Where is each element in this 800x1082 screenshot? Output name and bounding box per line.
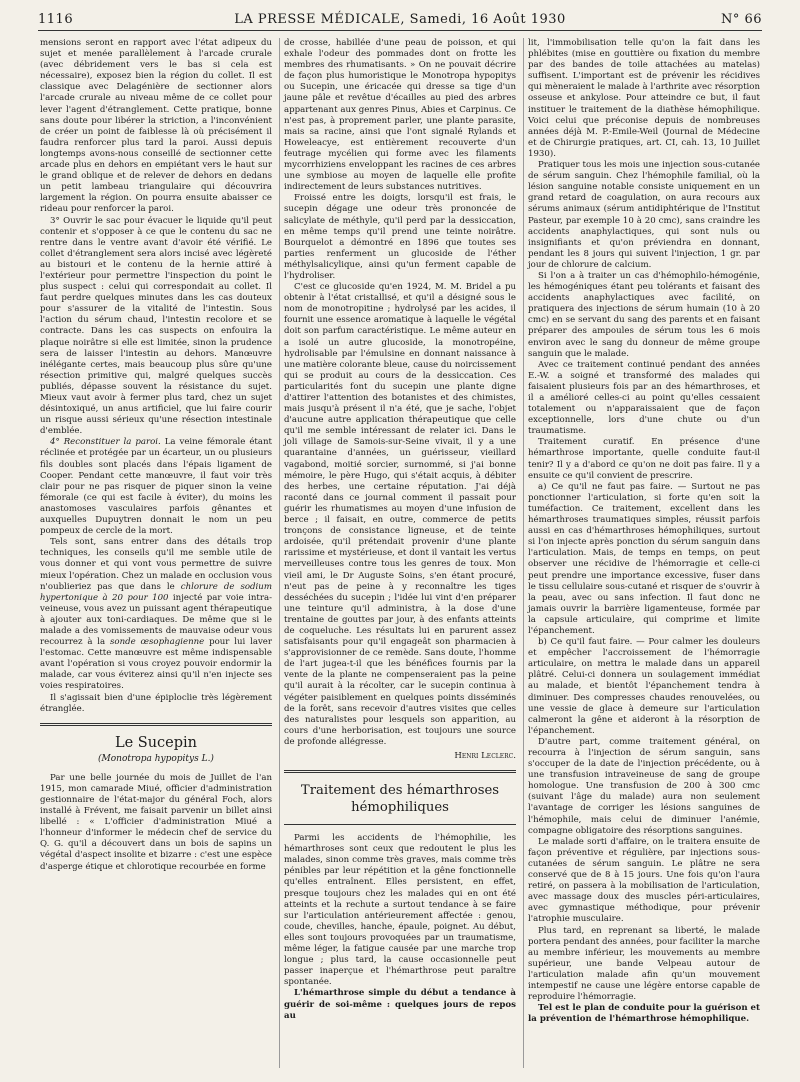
paragraph: C'est ce glucoside qu'en 1924, M. M. Bridel a pu obtenir à l'état cristallisé, et qu'il a désigné sous le nom de monotropitine ; hydrolysé par les acides, il fournit une essence aromatique à laquelle le végétal doit son parfum caractéristique. Le même auteur en a isolé un autre glucoside, la monotropéine, hydrolisable par l'émulsine en donnant naissance à une matière colorante bleue, cause du noircissement qui se produit au cours de la dessiccation. Ces particularités font du sucepin une plante digne d'attirer l'attention des botanistes et des chimistes, mais jusqu'à présent il n'a été, que je sache, l'objet d'aucune autre application thérapeutique que celle qu'il me semble intéressant de relater ici. Dans le joli village de Samois-sur-Seine vivait, il y a une quarantaine d'années, un guérisseur, vieillard vagabond, moitié sorcier, surnommé, si j'ai bonne mémoire, le père Hugo, qui s'était acquis, à débiter des herbes, une certaine réputation. J'ai déjà raconté dans ce journal comment il passait pour guérir les rhumatismes au moyen d'une infusion de berce ; il faisait, en outre, commerce de petits tronçons de consistance ligneuse, et de teinte ardoisée, qu'il prétendait provenir d'une plante rarissime et mystérieuse, et dont il vantait les vertus merveilleuses contre tous les genres de toux. Mon vieil ami, le Dr Auguste Soins, s'en étant procuré, n'eut pas de peine à y reconnaître les tiges desséchées du sucepin ; l'idée lui vint d'en préparer une teinture qu'il administra, à la dose d'une trentaine de gouttes par jour, à des enfants atteints de coqueluche. Les résultats lui en parurent assez satisfaisants pour qu'il engageât son pharmacien à s'approvisionner de ce remède. Sans doute, l'homme de l'art jugea-t-il que les bénéfices fournis par la vente de la plante ne compenseraient pas la peine qu'il aurait à la récolter, car le sucepin continua à végéter paisiblement en quelques points disséminés de la forêt, sans recevoir d'autres visites que celles des naturalistes pour lesquels son apparition, au cours d'une herborisation, est toujours une source de profonde allégresse. (284, 282, 516, 747)
paragraph-text: Tels sont, sans entrer dans des détails trop techniques, les conseils qu'il me semble utile de vous donner et qui vont vous permettre de suivre mieux l'opération. Chez un malade en occlusion vous n'oublieriez pas que dans le (40, 537, 272, 592)
paragraph: de crosse, habillée d'une peau de poisson, et qui exhale l'odeur des pommades dont on frotte les membres des rhumatisants. » On ne pouvait décrire de façon plus humoristique le Monotropa hypopitys ou Sucepin, une éricacée qui dresse sa tige d'un jaune pâle et revêtue d'écailles au pied des arbres appartenant aux genres Pinus, Abies et Carpinus. Ce n'est pas, à proprement parler, une plante parasite, mais sa racine, ainsi que l'ont signalé Rylands et Howeleacye, est entièrement recouverte d'un feutrage mycélien qui forme avec les filaments mycorrhiziens enveloppant les racines de ces arbres une symbiose au moyen de laquelle elle profite indirectement de leurs substances nutritives. (284, 38, 516, 193)
paragraph: Par une belle journée du mois de Juillet de l'an 1915, mon camarade Miué, officier d'administration gestionnaire de l'état-major du général Foch, alors installé à Frévent, me faisait parvenir un billet ainsi libellé : « L'officier d'administration Miué a l'honneur d'informer le médecin chef de service du Q. G. qu'il a découvert dans un bois de sapins un végétal d'aspect insolite et bizarre : c'est une espèce d'asperge étique et chlorotique recourbée en forme (40, 772, 272, 872)
paragraph: Froissé entre les doigts, lorsqu'il est frais, le sucepin dégage une odeur très prononcée de salicylate de méthyle, qu'il perd par la dessiccation, en même temps qu'il prend une teinte noirâtre. Bourquelot a démontré en 1896 que toutes ses parties renferment un glucoside de l'éther méthylsalicylique, ainsi qu'un ferment capable de l'hydroliser. (284, 193, 516, 281)
paragraph: Tel est le plan de conduite pour la guérison et la prévention de l'hémarthrose hémophilique. (528, 1003, 760, 1025)
paragraph-text: pour lui laver l'estomac. Cette manœuvre est même indispensable avant l'opération si vous croyez pouvoir endormir la malade, car vous éviterez ainsi qu'il n'en injecte ses voies respiratoires. (40, 637, 272, 692)
section-subtitle: (Monotropa hypopitys L.) (98, 753, 214, 764)
paragraph (40, 437, 272, 537)
page-header (38, 8, 762, 30)
paragraph: 3° Ouvrir le sac pour évacuer le liquide qu'il peut contenir et s'opposer à ce que le contenu du sac ne rentre dans le ventre avant d'avoir été vérifié. Le collet d'étranglement sera alors incisé avec légèreté au bistouri et le contenu de la hernie attiré à l'extérieur pour permettre l'inspection du point le plus suspect : celui qui correspondait au collet. Il faut perdre quelques minutes dans les cas douteux pour s'assurer de la vitalité de l'intestin. Sous l'action du sérum chaud, l'intestin recolore et se contracte. Dans les cas suspects on enfouira la plaque noirâtre si elle est limitée, sinon la prudence sera de laisser l'intestin au dehors. Manœuvre inélégante certes, mais beaucoup plus sûre qu'une résection primitive qui, malgré quelques succès publiés, dépasse souvent la résistance du sujet. Mieux vaut avoir à fermer plus tard, chez un sujet désintoxiqué, un anus artificiel, que lui faire courir un risque aussi sérieux qu'une résection intestinale d'emblée. (40, 215, 272, 437)
paragraph: a) Ce qu'il ne faut pas faire. — Surtout ne pas ponctionner l'articulation, si forte qu'en soit la tuméfaction. Ce traitement, excellent dans les hémarthroses traumatiques simples, réussit parfois aussi en cas d'hémarthroses hémophiliques, surtout si l'on injecte après ponction du sérum sanguin dans l'articulation. Mais, de temps en temps, on peut observer une récidive de l'hémorragie et celle-ci peut prendre une importance excessive, fuser dans le tissu cellulaire sous-cutané et risquer de s'ouvrir à la peau, avec ou sans infection. Il faut donc ne jamais ouvrir la barrière ligamenteuse, formée par la capsule articulaire, qui comprime et limite l'épanchement. (528, 481, 761, 636)
section-separator (284, 770, 516, 773)
column-3 (528, 38, 760, 1025)
paragraph-text: injecté par voie intra-veineuse, vous avez un puissant agent thérapeutique à ajouter aux toni-cardiaques. De même que si le malade a des vomissements de mauvaise odeur vous recourrez à la (40, 592, 273, 648)
paragraph: b) Ce qu'il faut faire. — Pour calmer les douleurs et empêcher l'accroissement de l'hémorragie articulaire, on mettra le malade dans un appareil plâtré. Celui-ci donnera un soulagement immédiat au malade, et bientôt l'épanchement tendra à diminuer. Des compresses chaudes renouvelées, ou une vessie de glace à demeure sur l'articulation calmeront la gêne et aideront à la résorption de l'épanchement. (528, 637, 760, 736)
paragraph (40, 537, 272, 692)
column-2 (284, 38, 516, 1022)
column-divider (279, 38, 280, 1068)
section-title: Traitement des hémarthroses hémophiliques (300, 783, 500, 816)
paragraph: lit, l'immobilisation telle qu'on la fait dans les phlébites (mise en gouttière ou fixation du membre par des bandes de toile attachées au matelas) suffisent. L'important est de prévenir les récidives qui mèneraient le malade à l'arthrite avec résorption osseuse et ankylose. Pour atteindre ce but, il faut instituer le traitement de la diathèse hémophilique. Voici celui que préconise depuis de nombreuses années déjà M. P.-Emile-Weil (Journal de Médecine et de Chirurgie pratiques, art. CI, cah. 13, 10 Juillet 1930). (528, 38, 760, 159)
emphasis: chlorure de sodium hypertonique à 20 pour 100 (40, 581, 272, 603)
paragraph: mensions seront en rapport avec l'état adipeux du sujet et menée parallèlement à l'arcade crurale (avec débridement vers le bas si cela est nécessaire), exposez bien la région du collet. Il est classique avec Delagénière de sectionner alors l'arcade crurale au niveau même de ce collet pour lever l'agent d'étranglement. Cette pratique, bonne sans doute pour libérer la striction, a l'inconvénient de créer un point de faiblesse là où précisément il faudra renforcer plus tard la paroi. Aussi depuis longtemps avons-nous conseillé de sectionner cette arcade plus en dehors en empiétant vers le haut sur le grand oblique et de relever de dehors en dedans un petit lambeau triangulaire qui découvrira largement la région. On pourra ensuite abaisser ce rideau pour renforcer la paroi. (40, 38, 272, 215)
section-title: Le Sucepin (114, 734, 198, 751)
page-number: 1116 (38, 12, 74, 27)
paragraph: Pratiquer tous les mois une injection sous-cutanée de sérum sanguin. Chez l'hémophile familial, où la lésion sanguine notable consiste uniquement en un grand retard de coagulation, on aura recours aux sérums animaux (sérum antidiphtérique de l'Institut Pasteur, par exemple 10 à 20 cmc), sans craindre les accidents anaphylactiques, qui sont nuls ou insignifiants et qu'on préviendra en donnant, pendant les 8 jours qui suivent l'injection, 1 gr. par jour de chlorure de calcium. (528, 160, 760, 270)
paragraph: Le malade sorti d'affaire, on le traitera ensuite de façon préventive et régulière, par injections sous-cutanées de sérum sanguin. Le plâtre ne sera conservé que de 8 à 15 jours. Une fois qu'on l'aura retiré, on passera à la mobilisation de l'articulation, avec massage doux des muscles péri-articulaires, avec gymnastique méthodique, pour prévenir l'atrophie musculaire. (528, 836, 760, 925)
paragraph-label: 4° Reconstituer la paroi. (50, 437, 161, 448)
issue-number: N° 66 (720, 12, 762, 27)
paragraph: Plus tard, en reprenant sa liberté, le malade portera pendant des années, pour faciliter la marche au membre inférieur, les mouvements au membre supérieur, une bande Velpeau autour de l'articulation malade afin qu'un mouvement intempestif ne cause une légère entorse capable de reproduire l'hémorragie. (528, 925, 760, 1003)
header-rule (38, 30, 762, 31)
paragraph-text: La veine fémorale étant réclinée et protégée par un écarteur, un ou plusieurs fils doubles sont placés dans l'épais ligament de Cooper. Pendant cette manœuvre, il faut voir très clair pour ne pas risquer de piquer sinon la veine fémorale (ce qui est facile à éviter), du moins les anastomoses vasculaires parfois gênantes et auxquelles Dupuytren donnait le nom un peu pompeux de cercle de la mort. (40, 437, 272, 537)
column-1 (40, 38, 272, 873)
emphasis: sonde œsophagienne (110, 637, 205, 648)
paragraph: Si l'on a à traiter un cas d'hémophilo-hémogénie, les hémogéniques étant peu tolérants et faisant des accidents anaphylactiques avec facilité, on pratiquera des injections de sérum humain (10 à 20 cmc) en se servant du sang des parents et en faisant préparer des ampoules de sérum tous les 6 mois environ avec le sang du donneur de même groupe sanguin que le malade. (528, 270, 760, 359)
paragraph: Avec ce traitement continué pendant des années E.-W. a soigné et transformé des malades qui faisaient plusieurs fois par an des hémarthroses, et il a amélioré celles-ci au point qu'elles cessaient totalement ou n'apparaissaient que de façon exceptionnelle, lors d'une chute ou d'un traumatisme. (528, 359, 760, 437)
title-rule (284, 824, 516, 825)
paragraph: D'autre part, comme traitement général, on recourra à l'injection de sérum sanguin, sans s'occuper de la date de l'injection précédente, ou à une transfusion intraveineuse de sang de groupe homologue. Une transfusion de 200 à 300 cmc (suivant l'âge du malade) aura non seulement l'avantage de corriger les lésions sanguines de l'hémophile, mais celui de diminuer l'anémie, compagne obligatoire des résorptions sanguines. (528, 736, 760, 836)
section-separator (40, 723, 272, 726)
publication-title: LA PRESSE MÉDICALE, Samedi, 16 Août 1930 (234, 12, 566, 27)
column-divider (523, 38, 524, 1068)
author-signature: Henri Leclerc. (454, 751, 516, 761)
paragraph: Il s'agissait bien d'une épiploclie très légèrement étranglée. (40, 692, 272, 714)
paragraph: Traitement curatif. En présence d'une hémarthrose importante, quelle conduite faut-il tenir? Il y a d'abord ce qu'on ne doit pas faire. Il y a ensuite ce qu'il convient de prescrire. (528, 437, 760, 481)
paragraph: L'hémarthrose simple du début a tendance à guérir de soi-même : quelques jours de repos au (284, 988, 516, 1021)
paragraph: Parmi les accidents de l'hémophilie, les hémarthroses sont ceux que redoutent le plus les malades, sinon comme très graves, mais comme très pénibles par leur répétition et la gêne fonctionnelle qu'elles entraînent. Elles persistent, en effet, presque toujours chez les malades qui en ont été atteints et la rechute a surtout tendance à se faire sur l'articulation antérieurement affectée : genou, coude, chevilles, hanche, épaule, poignet. Au début, elles sont toujours provoquées par un traumatisme, même léger, la fatigue causée par une marche trop longue ; plus tard, la cause occasionnelle peut passer inaperçue et l'hémarthrose peut paraître spontanée. (284, 833, 516, 988)
